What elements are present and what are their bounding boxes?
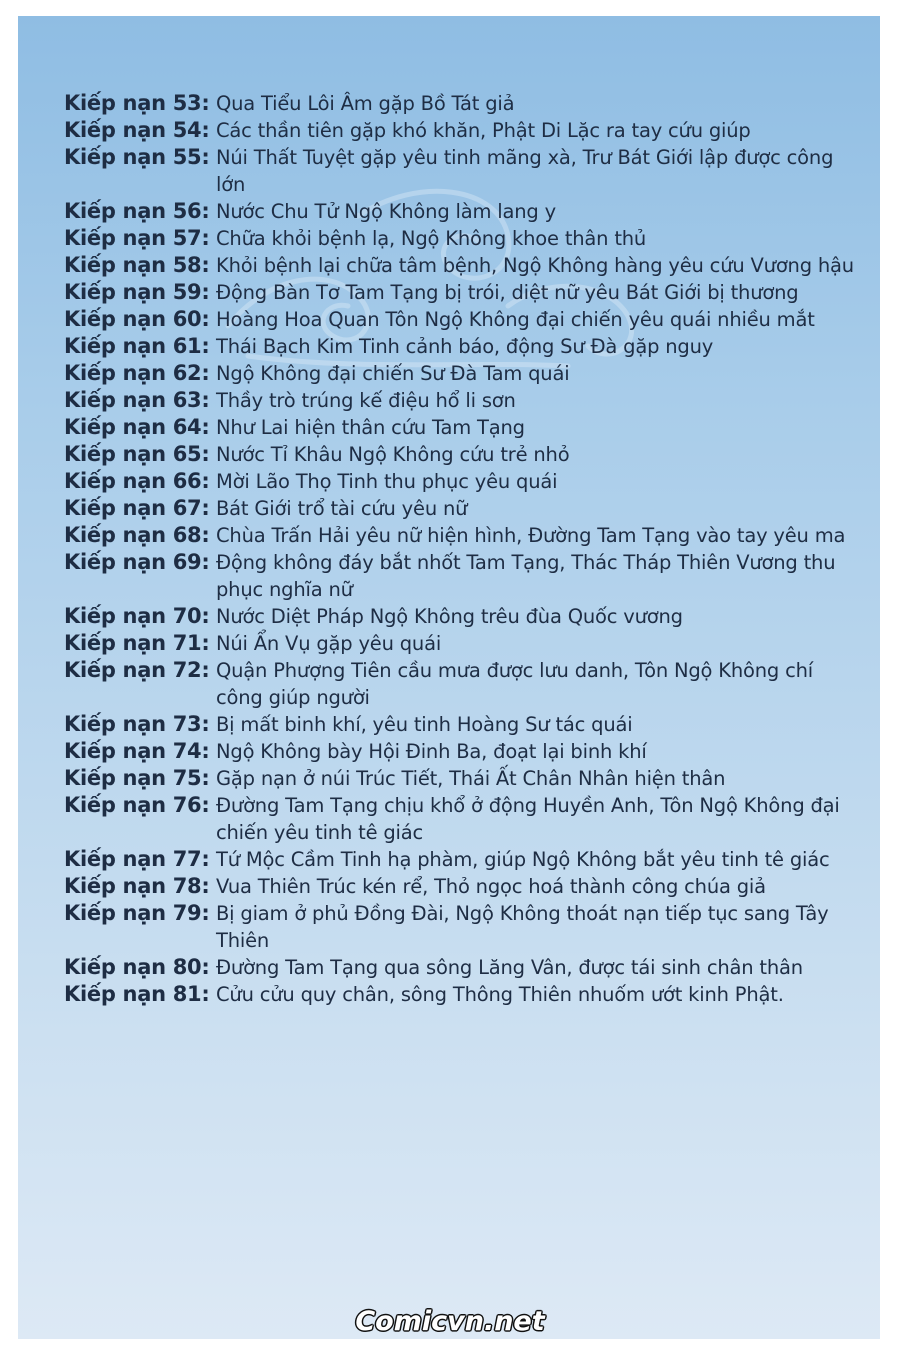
entry-text: Động Bàn Tơ Tam Tạng bị trói, diệt nữ yêu Bát Giới bị thương <box>216 281 799 304</box>
entry-text: Ngộ Không bày Hội Đinh Ba, đoạt lại binh khí <box>216 740 647 763</box>
entry-text: Qua Tiểu Lôi Âm gặp Bồ Tát giả <box>216 92 515 115</box>
list-item <box>64 441 864 468</box>
list-item <box>64 225 864 252</box>
entry-label: Kiếp nạn 76: <box>64 793 210 817</box>
entry-text: Khỏi bệnh lại chữa tâm bệnh, Ngộ Không hàng yêu cứu Vương hậu <box>216 254 854 277</box>
entry-label: Kiếp nạn 64: <box>64 415 210 439</box>
entry-label: Kiếp nạn 71: <box>64 631 210 655</box>
entry-label: Kiếp nạn 79: <box>64 901 210 925</box>
list-item <box>64 360 864 387</box>
entry-label: Kiếp nạn 72: <box>64 658 210 682</box>
entry-text: Cửu cửu quy chân, sông Thông Thiên nhuốm ướt kinh Phật. <box>216 983 784 1006</box>
entry-label: Kiếp nạn 67: <box>64 496 210 520</box>
entry-label: Kiếp nạn 65: <box>64 442 210 466</box>
entry-label: Kiếp nạn 80: <box>64 955 210 979</box>
entry-text: Nước Chu Tử Ngộ Không làm lang y <box>216 200 556 223</box>
list-item <box>64 738 864 765</box>
entry-label: Kiếp nạn 73: <box>64 712 210 736</box>
entry-text: Đường Tam Tạng qua sông Lăng Vân, được tái sinh chân thân <box>216 956 803 979</box>
entry-text: Thầy trò trúng kế điệu hổ li sơn <box>216 389 516 412</box>
list-item <box>64 117 864 144</box>
list-item <box>64 198 864 225</box>
list-item <box>64 873 864 900</box>
list-item <box>64 603 864 630</box>
list-item <box>64 657 864 711</box>
list-item <box>64 468 864 495</box>
entry-text: Tứ Mộc Cầm Tinh hạ phàm, giúp Ngộ Không bắt yêu tinh tê giác <box>216 848 830 871</box>
list-item <box>64 792 864 846</box>
entry-label: Kiếp nạn 56: <box>64 199 210 223</box>
entry-label: Kiếp nạn 53: <box>64 91 210 115</box>
entry-label: Kiếp nạn 78: <box>64 874 210 898</box>
entry-label: Kiếp nạn 55: <box>64 145 210 169</box>
list-item <box>64 954 864 981</box>
list-item <box>64 252 864 279</box>
list-item <box>64 522 864 549</box>
page <box>18 16 880 1339</box>
entry-label: Kiếp nạn 62: <box>64 361 210 385</box>
entry-text: Hoàng Hoa Quan Tôn Ngộ Không đại chiến yêu quái nhiều mắt <box>216 308 815 331</box>
entry-text: Chữa khỏi bệnh lạ, Ngộ Không khoe thân thủ <box>216 227 647 250</box>
entry-text: Đường Tam Tạng chịu khổ ở động Huyền Anh, Tôn Ngộ Không đại chiến yêu tinh tê giác <box>216 794 840 844</box>
list-item <box>64 279 864 306</box>
entry-label: Kiếp nạn 74: <box>64 739 210 763</box>
entry-text: Nước Diệt Pháp Ngộ Không trêu đùa Quốc vương <box>216 605 683 628</box>
entry-label: Kiếp nạn 69: <box>64 550 210 574</box>
list-item <box>64 333 864 360</box>
entry-text: Như Lai hiện thân cứu Tam Tạng <box>216 416 525 439</box>
watermark: Comicvn.net <box>355 1306 545 1337</box>
entry-text: Thái Bạch Kim Tinh cảnh báo, động Sư Đà gặp nguy <box>216 335 714 358</box>
chapter-list <box>64 90 864 1008</box>
entry-text: Bị mất binh khí, yêu tinh Hoàng Sư tác quái <box>216 713 633 736</box>
entry-label: Kiếp nạn 58: <box>64 253 210 277</box>
entry-text: Gặp nạn ở núi Trúc Tiết, Thái Ất Chân Nhân hiện thân <box>216 767 726 790</box>
entry-label: Kiếp nạn 81: <box>64 982 210 1006</box>
entry-text: Động không đáy bắt nhốt Tam Tạng, Thác Tháp Thiên Vương thu phục nghĩa nữ <box>216 551 836 601</box>
entry-label: Kiếp nạn 66: <box>64 469 210 493</box>
list-item <box>64 90 864 117</box>
entry-text: Bát Giới trổ tài cứu yêu nữ <box>216 497 468 520</box>
entry-text: Nước Tỉ Khâu Ngộ Không cứu trẻ nhỏ <box>216 443 570 466</box>
list-item <box>64 549 864 603</box>
list-item <box>64 387 864 414</box>
entry-label: Kiếp nạn 57: <box>64 226 210 250</box>
list-item <box>64 495 864 522</box>
entry-text: Mời Lão Thọ Tinh thu phục yêu quái <box>216 470 558 493</box>
entry-text: Chùa Trấn Hải yêu nữ hiện hình, Đường Tam Tạng vào tay yêu ma <box>216 524 846 547</box>
list-item <box>64 846 864 873</box>
entry-label: Kiếp nạn 75: <box>64 766 210 790</box>
list-item <box>64 981 864 1008</box>
entry-text: Vua Thiên Trúc kén rể, Thỏ ngọc hoá thành công chúa giả <box>216 875 766 898</box>
list-item <box>64 414 864 441</box>
list-item <box>64 144 864 198</box>
entry-text: Các thần tiên gặp khó khăn, Phật Di Lặc ra tay cứu giúp <box>216 119 751 142</box>
entry-text: Quận Phượng Tiên cầu mưa được lưu danh, Tôn Ngộ Không chí công giúp người <box>216 659 813 709</box>
list-item <box>64 306 864 333</box>
list-item <box>64 711 864 738</box>
list-item <box>64 765 864 792</box>
entry-label: Kiếp nạn 59: <box>64 280 210 304</box>
entry-label: Kiếp nạn 77: <box>64 847 210 871</box>
list-item <box>64 630 864 657</box>
entry-text: Núi Ẩn Vụ gặp yêu quái <box>216 632 442 655</box>
entry-label: Kiếp nạn 61: <box>64 334 210 358</box>
list-item <box>64 900 864 954</box>
entry-label: Kiếp nạn 54: <box>64 118 210 142</box>
entry-label: Kiếp nạn 70: <box>64 604 210 628</box>
entry-label: Kiếp nạn 68: <box>64 523 210 547</box>
entry-text: Bị giam ở phủ Đồng Đài, Ngộ Không thoát nạn tiếp tục sang Tây Thiên <box>216 902 829 952</box>
entry-text: Ngộ Không đại chiến Sư Đà Tam quái <box>216 362 570 385</box>
entry-label: Kiếp nạn 63: <box>64 388 210 412</box>
entry-text: Núi Thất Tuyệt gặp yêu tinh mãng xà, Trư Bát Giới lập được công lớn <box>216 146 834 196</box>
entry-label: Kiếp nạn 60: <box>64 307 210 331</box>
